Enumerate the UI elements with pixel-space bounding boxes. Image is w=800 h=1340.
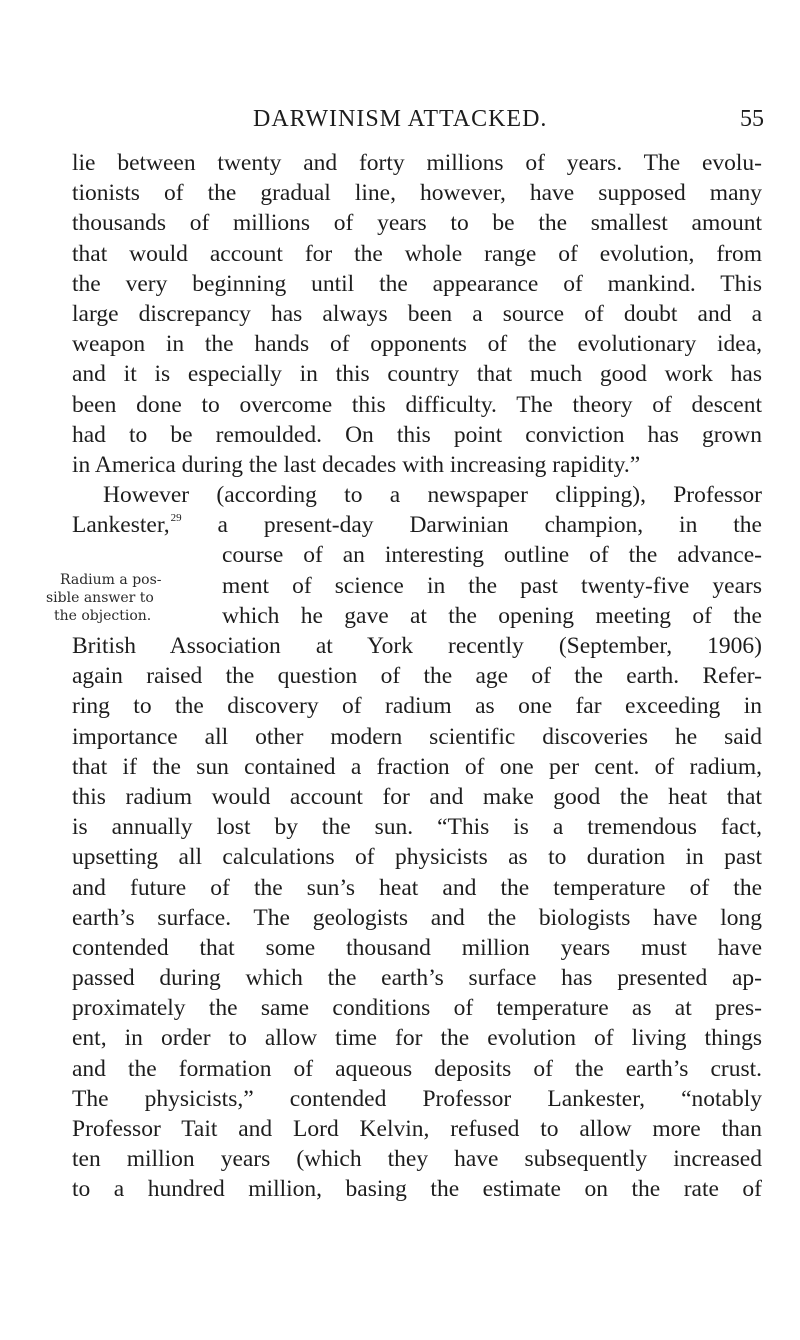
text-line: in America during the last decades with increasing rapidity.” <box>72 451 641 478</box>
text-line: been done to overcome this difficulty. The theory of descent <box>72 391 762 418</box>
text-line: is annually lost by the sun. “This is a tremendous fact, <box>72 814 762 841</box>
text-line: course of an interesting outline of the advance- <box>222 542 762 569</box>
text-line: to a hundred million, basing the estimate on the rate of <box>72 1176 762 1203</box>
text-line: passed during which the earth’s surface has presented ap- <box>72 965 762 992</box>
text-line: However (according to a newspaper clipping), Professor <box>103 482 762 509</box>
margin-note-line: the objection. <box>54 608 152 624</box>
text-line: and the formation of aqueous deposits of the earth’s crust. <box>72 1055 762 1082</box>
text-line: ten million years (which they have subsequently increased <box>72 1146 762 1173</box>
margin-note-line: Radium a pos- <box>60 572 162 588</box>
text-line: and it is especially in this country that much good work has <box>72 361 762 388</box>
text-fragment: Lankester, <box>72 512 170 539</box>
footnote-ref[interactable]: 29 <box>170 512 182 525</box>
page-header <box>0 100 800 140</box>
text-line: ent, in order to allow time for the evolution of living things <box>72 1025 762 1052</box>
text-line: weapon in the hands of opponents of the evolutionary idea, <box>72 331 762 358</box>
text-line: that would account for the whole range of evolution, from <box>72 240 762 267</box>
text-line: large discrepancy has always been a source of doubt and a <box>72 300 762 327</box>
text-line: tionists of the gradual line, however, have supposed many <box>72 180 762 207</box>
page-number: 55 <box>740 106 764 132</box>
text-line: had to be remoulded. On this point conviction has grown <box>72 421 762 448</box>
text-line: the very beginning until the appearance of mankind. This <box>72 270 762 297</box>
text-line: lie between twenty and forty millions of years. The evolu- <box>72 150 762 176</box>
text-line: ring to the discovery of radium as one far exceeding in <box>72 693 762 720</box>
text-fragment: a present-day Darwinian champion, in the <box>181 512 762 539</box>
text-line: contended that some thousand million years must have <box>72 934 762 961</box>
body-text <box>72 148 762 1205</box>
text-line: thousands of millions of years to be the smallest amount <box>72 210 762 237</box>
text-line: and future of the sun’s heat and the temperature of the <box>72 874 762 901</box>
text-line-with-footnote <box>72 510 762 540</box>
text-line: The physicists,” contended Professor Lankester, “notably <box>72 1085 762 1112</box>
margin-note-line: sible answer to <box>46 590 154 606</box>
text-line: this radium would account for and make good the heat that <box>72 783 762 810</box>
running-head: DARWINISM ATTACKED. <box>253 106 548 132</box>
text-line: which he gave at the opening meeting of the <box>222 602 762 629</box>
text-line: upsetting all calculations of physicists as to duration in past <box>72 844 762 871</box>
text-line: again raised the question of the age of the earth. Refer- <box>72 663 762 690</box>
text-line: importance all other modern scientific discoveries he said <box>72 723 762 750</box>
text-line: British Association at York recently (September, 1906) <box>72 633 762 659</box>
text-line: proximately the same conditions of temperature as at pres- <box>72 995 762 1022</box>
text-line: ment of science in the past twenty-five years <box>222 572 762 599</box>
text-line: that if the sun contained a fraction of one per cent. of radium, <box>72 753 762 780</box>
text-line: earth’s surface. The geologists and the biologists have long <box>72 904 762 931</box>
text-line: Professor Tait and Lord Kelvin, refused to allow more than <box>72 1116 762 1142</box>
